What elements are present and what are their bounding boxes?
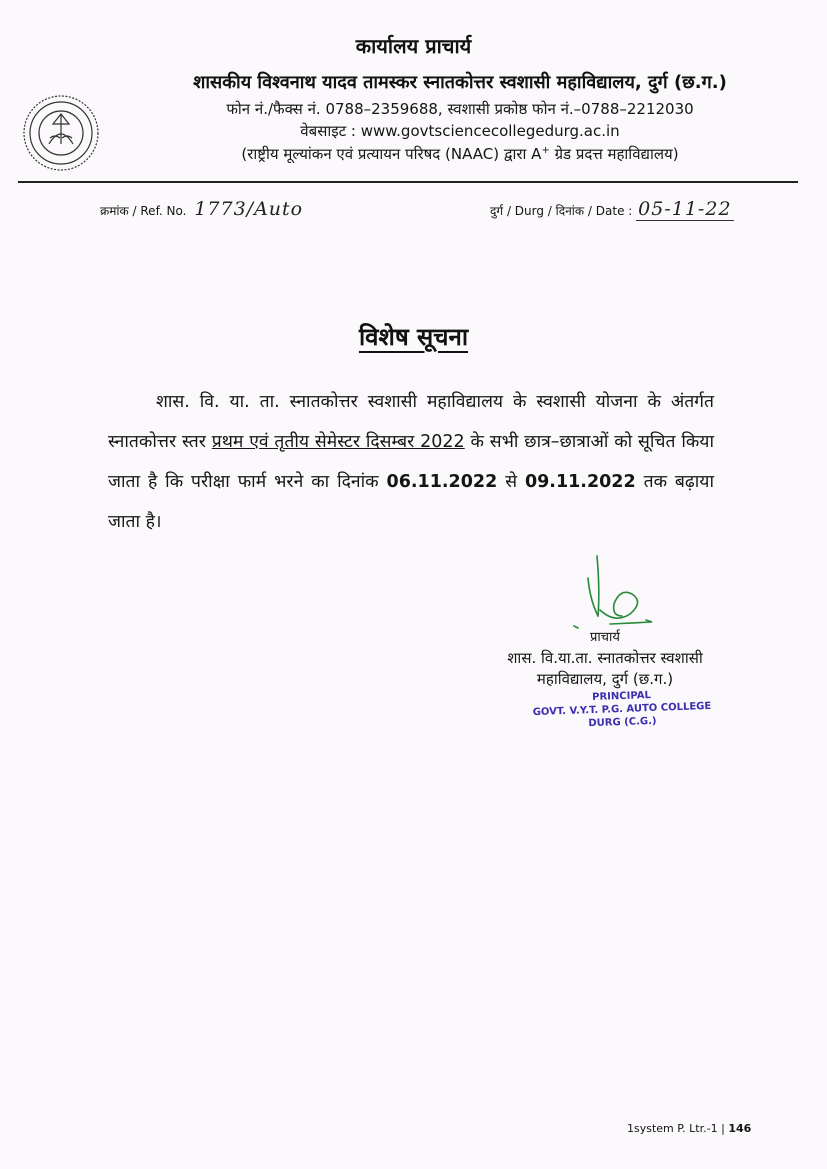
signatory-institution-line1: शास. वि.या.ता. स्नातकोत्तर स्वशासी bbox=[507, 649, 703, 667]
notice-semester: प्रथम एवं तृतीय सेमेस्टर दिसम्बर 2022 bbox=[211, 432, 465, 452]
notice-date-from: 06.11.2022 bbox=[386, 472, 498, 492]
website-line: वेबसाइट : www.govtsciencecollegedurg.ac.in bbox=[300, 122, 620, 140]
college-name: शासकीय विश्वनाथ यादव तामस्कर स्नातकोत्तर स्वशासी महाविद्यालय, दुर्ग (छ.ग.) bbox=[193, 72, 727, 93]
footer-system: 1system P. Ltr.-1 bbox=[627, 1122, 718, 1135]
stamp-line-2: GOVT. V.Y.T. P.G. AUTO COLLEGE bbox=[532, 700, 712, 719]
naac-text-end: ग्रेड प्रदत्त महाविद्यालय) bbox=[549, 145, 679, 163]
stamp-line-3: DURG (C.G.) bbox=[588, 715, 657, 730]
notice-date-to: 09.11.2022 bbox=[524, 472, 636, 492]
notice-text-3: से bbox=[497, 472, 525, 492]
header-divider bbox=[18, 181, 798, 183]
date-label: दुर्ग / Durg / दिनांक / Date : bbox=[490, 204, 637, 218]
ref-value: 1773/Auto bbox=[194, 198, 304, 220]
signatory-designation: प्राचार्य bbox=[590, 630, 620, 645]
naac-line bbox=[100, 144, 820, 164]
date-value: 05-11-22 bbox=[638, 198, 732, 220]
principal-stamp bbox=[521, 687, 722, 733]
contact-line: फोन नं./फैक्स नं. 0788–2359688, स्वशासी प्रकोष्ठ फोन नं.–0788–2212030 bbox=[226, 100, 694, 118]
college-seal-icon bbox=[22, 94, 100, 172]
stamp-line-1: PRINCIPAL bbox=[592, 689, 652, 704]
signatory-institution-line2: महाविद्यालय, दुर्ग (छ.ग.) bbox=[536, 670, 674, 688]
notice-title bbox=[0, 320, 827, 353]
page-footer bbox=[627, 1122, 751, 1135]
footer-separator: | bbox=[721, 1122, 729, 1135]
notice-text-2: के सभी छात्र–छात्राओं को सूचित किया जाता है कि परीक्षा फार्म भरने का दिनांक bbox=[108, 432, 714, 492]
office-title: कार्यालय प्राचार्य bbox=[355, 34, 472, 58]
notice-title-text: विशेष सूचना bbox=[358, 323, 469, 351]
reference-number bbox=[100, 198, 303, 220]
footer-page-number: 146 bbox=[728, 1122, 752, 1135]
notice-text-4: तक बढ़ाया जाता है। bbox=[108, 472, 714, 532]
notice-body bbox=[108, 382, 714, 542]
ref-label: क्रमांक / Ref. No. bbox=[100, 204, 187, 218]
letter-date bbox=[490, 198, 734, 220]
naac-grade-plus: + bbox=[541, 145, 550, 156]
principal-signature bbox=[560, 550, 670, 630]
naac-text: (राष्ट्रीय मूल्यांकन एवं प्रत्यायन परिषद (NAAC) द्वारा A bbox=[241, 145, 542, 163]
notice-text-1: शास. वि. या. ता. स्नातकोत्तर स्वशासी महाविद्यालय के स्वशासी योजना के अंतर्गत स्नातकोत्तर स्तर bbox=[108, 392, 714, 452]
